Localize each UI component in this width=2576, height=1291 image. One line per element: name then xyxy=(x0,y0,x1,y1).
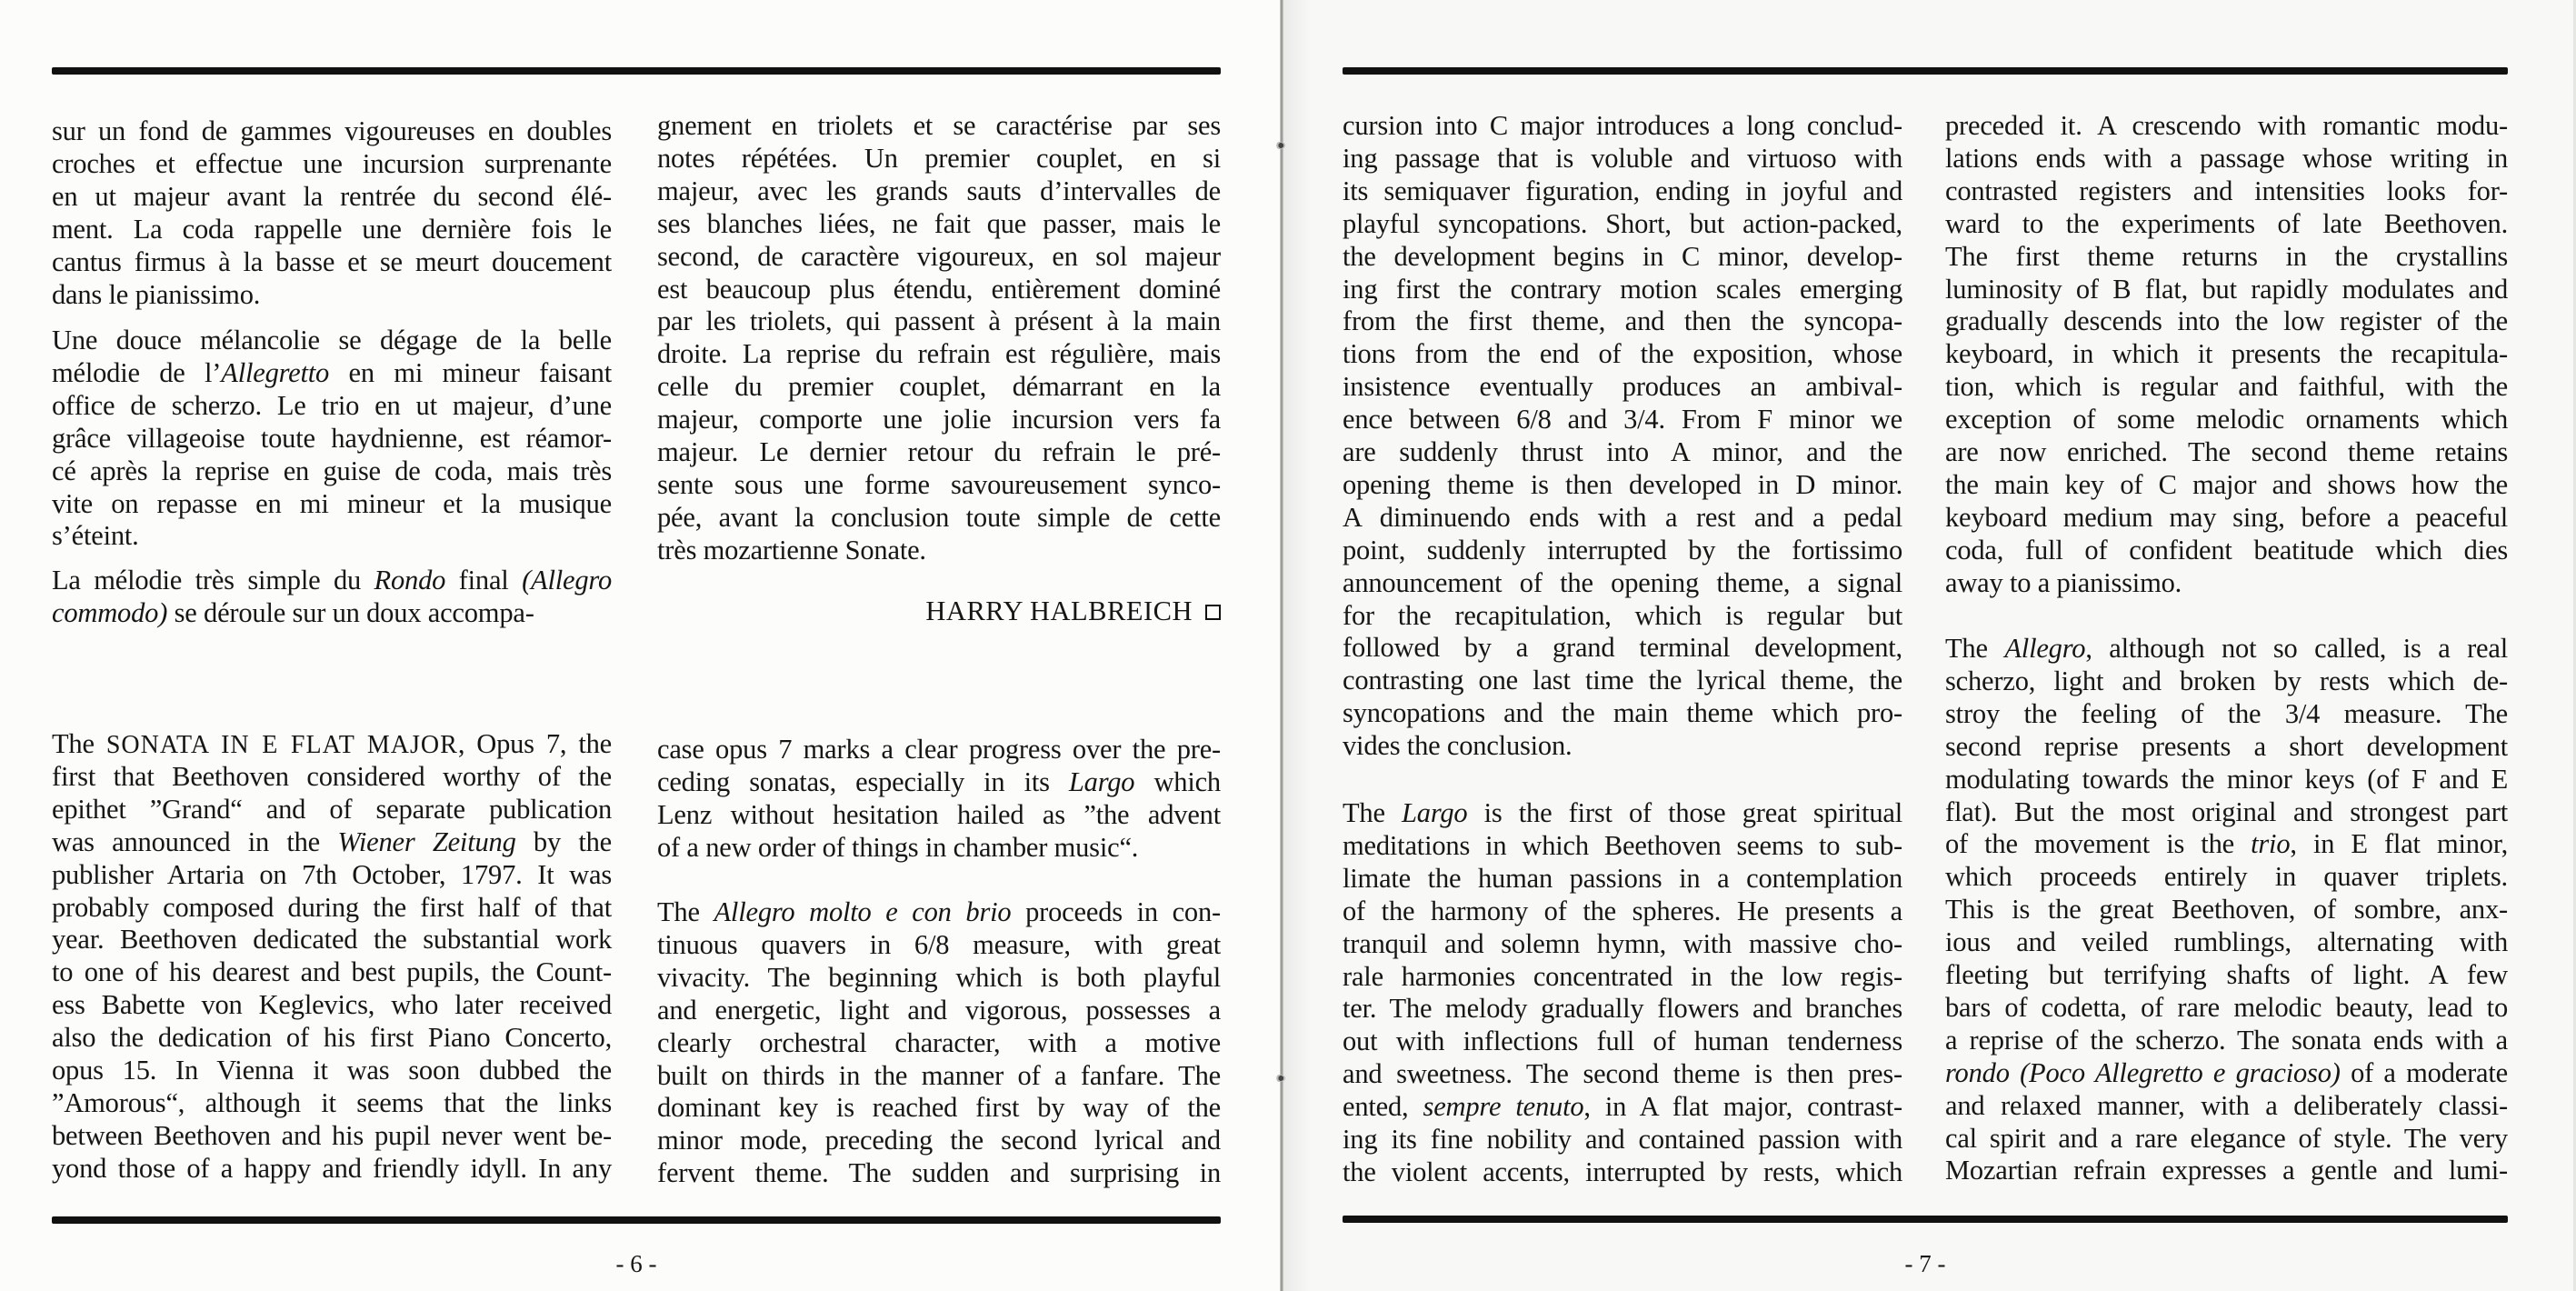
text: croches et effectue une incursion surprenante xyxy=(52,147,612,179)
text-line xyxy=(657,175,1221,207)
text: opening theme is then developed in D minor. xyxy=(1343,468,1902,500)
text: and energetic, light and vigorous, possesses a xyxy=(657,994,1221,1026)
italic-text: Largo xyxy=(1402,797,1468,828)
text-line xyxy=(1343,240,1902,273)
text: lations ends with a passage whose writing in xyxy=(1945,142,2508,174)
text-line xyxy=(52,923,612,956)
text-line xyxy=(1945,1122,2508,1155)
staple-bottom xyxy=(1274,1075,1285,1082)
italic-text: Wiener Zeitung xyxy=(337,826,516,857)
text: luminosity of B flat, but rapidly modulates and xyxy=(1945,273,2508,305)
text-line xyxy=(52,213,612,245)
text: second, de caractère vigoureux, en sol majeur xyxy=(657,240,1221,272)
text-line xyxy=(52,1054,612,1086)
text: modulating towards the minor keys (of F and E xyxy=(1945,763,2508,795)
text: stroy the feeling of the 3/4 measure. The xyxy=(1945,697,2508,729)
text-line xyxy=(52,422,612,455)
text-line xyxy=(1343,599,1902,632)
text-line xyxy=(657,961,1221,994)
text: en mi mineur faisant xyxy=(329,356,612,388)
text-line xyxy=(1945,566,2508,599)
text: en ut majeur avant la rentrée du second élé- xyxy=(52,180,612,212)
italic-text: Rondo xyxy=(374,565,446,595)
text-line xyxy=(1945,796,2508,828)
text: sur un fond de gammes vigoureuses en doubles xyxy=(52,115,612,146)
text: très mozartienne Sonate. xyxy=(657,534,926,565)
text: Une douce mélancolie se dégage de la belle xyxy=(52,325,612,355)
text-line xyxy=(52,245,612,278)
text: are now enriched. The second theme retains xyxy=(1945,436,2508,467)
text-line xyxy=(1343,1123,1902,1156)
text-line xyxy=(1945,240,2508,273)
page-6 xyxy=(0,0,1282,1291)
staple-top xyxy=(1274,142,1285,149)
page-7 xyxy=(1283,0,2576,1291)
text-line xyxy=(657,733,1221,766)
column-right-page-2 xyxy=(1945,0,2508,1291)
text-line xyxy=(1343,992,1902,1025)
text-line xyxy=(1945,1154,2508,1186)
text: ment. La coda rappelle une dernière fois le xyxy=(52,213,612,245)
text: dominant key is reached first by way of the xyxy=(657,1092,1221,1124)
text-line xyxy=(1945,207,2508,240)
text-line xyxy=(1343,370,1902,403)
text: , although not so called, is a real xyxy=(2085,633,2508,664)
text: which xyxy=(1134,766,1221,797)
text: majeur. Le dernier retour du refrain le pré- xyxy=(657,436,1221,467)
text: second reprise presents a short development xyxy=(1945,730,2508,762)
text: celle du premier couplet, démarrant en la xyxy=(657,371,1221,403)
text: ing first the contrary motion scales emerging xyxy=(1343,273,1902,305)
text: gnement en triolets et se caractérise par ses xyxy=(657,110,1221,141)
text: insistence eventually produces an ambival- xyxy=(1343,371,1902,403)
page-number: - 6 - xyxy=(615,1250,657,1277)
column-left-page-1 xyxy=(52,0,612,1291)
text-line xyxy=(657,1156,1221,1189)
text: out with inflections full of human tenderness xyxy=(1343,1026,1902,1057)
text: to one of his dearest and best pupils, the Count- xyxy=(52,956,612,988)
italic-text: rondo (Poco Allegretto e gracioso) xyxy=(1945,1056,2341,1088)
text-line xyxy=(657,403,1221,435)
text: followed by a grand terminal development, xyxy=(1343,632,1902,664)
text: gradually descends into the low register of the xyxy=(1945,305,2508,337)
text-line xyxy=(657,207,1221,240)
text: tinuous quavers in 6/8 measure, with great xyxy=(657,928,1221,960)
text: point, suddenly interrupted by the fortissimo xyxy=(1343,534,1902,565)
text-line xyxy=(657,831,1221,864)
italic-text: Largo xyxy=(1068,766,1135,797)
column-right-page-1 xyxy=(1343,0,1902,1291)
text: tions from the end of the exposition, whose xyxy=(1343,338,1902,370)
text: year. Beethoven dedicated the substantial work xyxy=(52,924,612,956)
text-line xyxy=(1945,468,2508,501)
text: The xyxy=(52,728,106,759)
text: cé après la reprise en guise de coda, mais très xyxy=(52,455,612,486)
text: was announced in the xyxy=(52,826,338,857)
text: the main key of C major and shows how the xyxy=(1945,468,2508,500)
text-line xyxy=(52,278,612,311)
text: cursion into C major introduces a long conclud- xyxy=(1343,110,1902,141)
text: announcement of the opening theme, a signal xyxy=(1343,566,1902,598)
text: a reprise of the scherzo. The sonata ends with a xyxy=(1945,1024,2508,1056)
text-line xyxy=(1343,796,1902,829)
author-name: HARRY HALBREICH xyxy=(925,595,1193,626)
text: The xyxy=(1343,797,1403,828)
text-line xyxy=(52,1086,612,1119)
text-line xyxy=(1945,827,2508,860)
text-line xyxy=(1945,337,2508,370)
text-line xyxy=(1945,730,2508,763)
text-line xyxy=(657,305,1221,337)
text-line xyxy=(1343,403,1902,435)
text: majeur, comporte une jolie incursion vers fa xyxy=(657,404,1221,435)
text: of a new order of things in chamber music“. xyxy=(657,831,1139,863)
text-line xyxy=(1343,696,1902,729)
text-line xyxy=(52,389,612,422)
text: The xyxy=(1945,633,2005,664)
text-line xyxy=(52,596,612,629)
text: The xyxy=(657,896,714,927)
text-line xyxy=(52,858,612,891)
text-line xyxy=(657,928,1221,961)
text: by the xyxy=(515,826,612,857)
text: vides the conclusion. xyxy=(1343,730,1573,762)
text-line xyxy=(52,147,612,180)
text: ess Babette von Keglevics, who later received xyxy=(52,989,612,1021)
text: limate the human passions in a contemplation xyxy=(1343,862,1902,894)
text-line xyxy=(1945,632,2508,665)
text-line xyxy=(1343,337,1902,370)
text: keyboard, in which it presents the recapitula- xyxy=(1945,338,2508,370)
text-line xyxy=(657,1091,1221,1124)
text-line xyxy=(1945,958,2508,991)
text: se déroule sur un doux accompa- xyxy=(167,596,534,628)
text: proceeds in con- xyxy=(1011,896,1221,927)
text: vite on repasse en mi mineur et la musique xyxy=(52,487,612,519)
text-line xyxy=(1945,435,2508,468)
text: cal spirit and a rare elegance of style. The very xyxy=(1945,1122,2508,1154)
text-line xyxy=(657,109,1221,142)
text-line xyxy=(1343,142,1902,175)
text: cantus firmus à la basse et se meurt doucement xyxy=(52,245,612,277)
text: minor mode, preceding the second lyrical and xyxy=(657,1125,1221,1156)
text-line xyxy=(1343,273,1902,305)
text: case opus 7 marks a clear progress over the pre- xyxy=(657,734,1221,765)
text: par les triolets, qui passent à présent à la main xyxy=(657,305,1221,337)
text-line xyxy=(1343,1057,1902,1090)
text: The first theme returns in the crystallins xyxy=(1945,240,2508,272)
text: of a moderate xyxy=(2340,1056,2508,1088)
text: keyboard medium may sing, before a peaceful xyxy=(1945,501,2508,533)
text: its semiquaver figuration, ending in joyful and xyxy=(1343,175,1902,206)
text-line xyxy=(1945,991,2508,1024)
text-line xyxy=(657,994,1221,1026)
text-line xyxy=(1945,893,2508,926)
text-line xyxy=(1343,566,1902,599)
text-line xyxy=(1343,207,1902,240)
text-line xyxy=(657,273,1221,305)
text-line xyxy=(1343,862,1902,895)
text-line xyxy=(1945,273,2508,305)
text-line xyxy=(52,1021,612,1054)
text: ing passage that is voluble and virtuoso with xyxy=(1343,142,1902,174)
text-line xyxy=(52,180,612,213)
text-line xyxy=(1343,927,1902,960)
text: syncopations and the main theme which pro- xyxy=(1343,697,1902,729)
text-line xyxy=(657,534,1221,566)
text: from the first theme, and then the syncopa- xyxy=(1343,305,1902,337)
text: for the recapitulation, which is regular but xyxy=(1343,599,1902,631)
text-line xyxy=(1945,860,2508,893)
text: notes répétées. Un premier couplet, en si xyxy=(657,142,1221,174)
italic-text: Allegro xyxy=(2004,633,2086,664)
text-line xyxy=(1343,109,1902,142)
text-line xyxy=(1945,175,2508,207)
text-line xyxy=(52,455,612,487)
spine-shadow xyxy=(1283,0,1311,1291)
text-line xyxy=(657,435,1221,468)
text-line xyxy=(1343,1025,1902,1057)
text-line xyxy=(657,142,1221,175)
text: La mélodie très simple du xyxy=(52,565,374,595)
text-line xyxy=(1343,1090,1902,1123)
text: yond those of a happy and friendly idyll. In any xyxy=(52,1152,612,1184)
text-line xyxy=(657,896,1221,928)
text: ious and veiled rumblings, alternating with xyxy=(1945,926,2508,958)
text: preceded it. A crescendo with romantic modu- xyxy=(1945,110,2508,141)
text-line xyxy=(1945,1056,2508,1089)
text: fervent theme. The sudden and surprising in xyxy=(657,1157,1221,1189)
text-line xyxy=(1343,895,1902,927)
text-line xyxy=(52,760,612,793)
end-mark-square-icon xyxy=(1205,605,1221,620)
text: also the dedication of his first Piano Concerto, xyxy=(52,1022,612,1054)
text: ter. The melody gradually flowers and branches xyxy=(1343,993,1902,1025)
text-line xyxy=(1343,829,1902,862)
text: tion, which is regular and faithful, with the xyxy=(1945,371,2508,403)
text: scherzo, light and broken by rests which de- xyxy=(1945,665,2508,696)
text: meditations in which Beethoven seems to sub- xyxy=(1343,829,1902,861)
text-line xyxy=(1343,631,1902,664)
text-line xyxy=(657,1124,1221,1156)
text: fleeting but terrifying shafts of light. A few xyxy=(1945,959,2508,990)
italic-text: Allegretto xyxy=(221,356,330,388)
text-line xyxy=(1343,468,1902,501)
text: s’éteint. xyxy=(52,520,139,552)
text-line xyxy=(657,240,1221,273)
text-line xyxy=(52,487,612,520)
italic-text: (Allegro xyxy=(522,565,612,595)
text: exception of some melodic ornaments which xyxy=(1945,404,2508,435)
text-line xyxy=(1945,501,2508,534)
text: ented, xyxy=(1343,1091,1423,1123)
text-line xyxy=(52,956,612,988)
text: est beaucoup plus étendu, entièrement dominé xyxy=(657,273,1221,305)
text-line xyxy=(657,337,1221,370)
text-line xyxy=(1945,403,2508,435)
text-line xyxy=(1945,763,2508,796)
text: tranquil and solemn hymn, with massive cho- xyxy=(1343,927,1902,959)
author-signature xyxy=(657,595,1221,627)
text: droite. La reprise du refrain est régulière, mais xyxy=(657,338,1221,370)
text-line xyxy=(1945,697,2508,730)
text: epithet ”Grand“ and of separate publication xyxy=(52,793,612,825)
text: probably composed during the first half of that xyxy=(52,891,612,923)
column-left-page-2 xyxy=(657,0,1221,1291)
text: ses blanches liées, ne fait que passer, mais le xyxy=(657,207,1221,239)
text: , Opus 7, the xyxy=(457,728,613,759)
text: the development begins in C minor, develop- xyxy=(1343,240,1902,272)
text: Lenz without hesitation hailed as ”the advent xyxy=(657,798,1221,830)
text: ”Amorous“, although it seems that the links xyxy=(52,1086,612,1118)
text: is the first of those great spiritual xyxy=(1467,797,1902,828)
text: are suddenly thrust into A minor, and the xyxy=(1343,436,1902,467)
text: contrasting one last time the lyrical theme, the xyxy=(1343,665,1902,696)
text: ence between 6/8 and 3/4. From F minor we xyxy=(1343,404,1902,435)
text: and sweetness. The second theme is then pres- xyxy=(1343,1058,1902,1090)
text: opus 15. In Vienna it was soon dubbed the xyxy=(52,1055,612,1086)
text: mélodie de l’ xyxy=(52,356,222,388)
text-line xyxy=(1945,665,2508,697)
text: grâce villageoise toute haydnienne, est réamor- xyxy=(52,422,612,454)
text: majeur, avec les grands sauts d’intervalles de xyxy=(657,175,1221,206)
text-line xyxy=(657,468,1221,501)
text-line xyxy=(52,826,612,858)
text: of the harmony of the spheres. He presents a xyxy=(1343,895,1902,926)
text-line xyxy=(1945,109,2508,142)
text-line xyxy=(1945,534,2508,566)
text-line xyxy=(657,1059,1221,1092)
text-line xyxy=(1945,305,2508,337)
italic-text: Allegro molto e con brio xyxy=(714,896,1012,927)
text: built on thirds in the manner of a fanfare. The xyxy=(657,1059,1221,1091)
text: rale harmonies concentrated in the low regis- xyxy=(1343,960,1902,992)
text-line xyxy=(1945,142,2508,175)
text: playful syncopations. Short, but action-packed, xyxy=(1343,207,1902,239)
text: ward to the experiments of late Beethoven. xyxy=(1945,207,2508,239)
text: vivacity. The beginning which is both playful xyxy=(657,961,1221,993)
text: sente sous une forme savoureusement synco- xyxy=(657,468,1221,500)
text-line xyxy=(1343,305,1902,337)
text: away to a pianissimo. xyxy=(1945,566,2182,598)
text: contrasted registers and intensities looks for- xyxy=(1945,175,2508,206)
text-line xyxy=(1945,1089,2508,1122)
text-line xyxy=(1343,664,1902,696)
text: dans le pianissimo. xyxy=(52,278,261,310)
text-line xyxy=(52,988,612,1021)
text: A diminuendo ends with a rest and a pedal xyxy=(1343,501,1902,533)
text-line xyxy=(657,766,1221,798)
text-line xyxy=(52,324,612,356)
text: coda, full of confident beatitude which dies xyxy=(1945,534,2508,565)
text-line xyxy=(657,501,1221,534)
text-line xyxy=(52,356,612,389)
bottom-rule xyxy=(52,1216,1221,1224)
text-line xyxy=(52,1119,612,1152)
text-line xyxy=(1343,175,1902,207)
text-line xyxy=(1343,534,1902,566)
text-line xyxy=(52,1152,612,1185)
italic-text: trio xyxy=(2251,828,2291,860)
text: first that Beethoven considered worthy of the xyxy=(52,760,612,792)
page-number: - 7 - xyxy=(1904,1250,1946,1277)
text-line xyxy=(657,1026,1221,1059)
text: , in A flat major, contrast- xyxy=(1583,1091,1903,1123)
text: of the movement is the xyxy=(1945,828,2252,860)
text-line xyxy=(657,370,1221,403)
text-line xyxy=(1343,501,1902,534)
text-line xyxy=(52,519,612,552)
text: and relaxed manner, with a deliberately classi- xyxy=(1945,1089,2508,1121)
text: final xyxy=(445,565,523,595)
text-line xyxy=(1343,1156,1902,1188)
text: This is the great Beethoven, of sombre, anx- xyxy=(1945,894,2508,926)
text-line xyxy=(1945,370,2508,403)
text: ing its fine nobility and contained passion with xyxy=(1343,1124,1902,1155)
text: publisher Artaria on 7th October, 1797. It was xyxy=(52,858,612,890)
text: pée, avant la conclusion toute simple de cette xyxy=(657,501,1221,533)
text-line xyxy=(52,727,612,760)
text-line xyxy=(1945,1024,2508,1056)
text-line xyxy=(1343,729,1902,762)
italic-text: sempre tenuto xyxy=(1423,1091,1584,1123)
text-line xyxy=(1945,926,2508,958)
title-text: SONATA IN E FLAT MAJOR xyxy=(105,731,458,759)
text: Mozartian refrain expresses a gentle and lumi- xyxy=(1945,1155,2508,1186)
text-line xyxy=(1343,960,1902,993)
text: bars of codetta, of rare melodic beauty, lead to xyxy=(1945,991,2508,1023)
text: , in E flat minor, xyxy=(2290,828,2509,860)
text: clearly orchestral character, with a motive xyxy=(657,1026,1221,1058)
text: which proceeds entirely in quaver triplets. xyxy=(1945,861,2508,893)
text-line xyxy=(52,793,612,826)
text: ceding sonatas, especially in its xyxy=(657,766,1069,797)
text-line xyxy=(52,891,612,924)
text-line xyxy=(1343,435,1902,468)
text-line xyxy=(657,798,1221,831)
text: office de scherzo. Le trio en ut majeur, d’une xyxy=(52,389,612,421)
text: between Beethoven and his pupil never went be- xyxy=(52,1119,612,1151)
italic-text: commodo) xyxy=(52,596,168,628)
text-line xyxy=(52,564,612,596)
bottom-rule xyxy=(1343,1216,2508,1223)
text-line xyxy=(52,115,612,147)
text: flat). But the most original and strongest part xyxy=(1945,796,2508,827)
text: the violent accents, interrupted by rests, which xyxy=(1343,1156,1902,1187)
